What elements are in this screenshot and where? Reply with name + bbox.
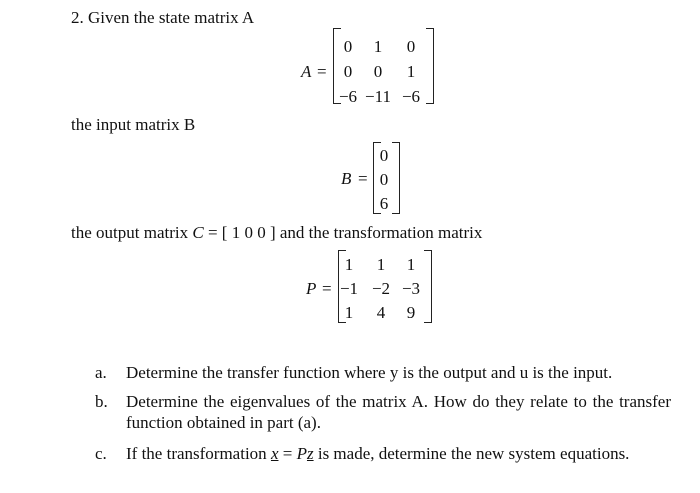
matrix-a-cell: 0: [343, 37, 353, 56]
matrix-a-cell: 0: [373, 62, 383, 81]
output-matrix-label: C: [192, 223, 204, 242]
matrix-a-cell: −6: [401, 87, 421, 106]
matrix-b-cell: 6: [379, 194, 389, 213]
matrix-b-cell: 0: [379, 170, 389, 189]
matrix-p-cell: 1: [344, 303, 354, 322]
output-matrix-value: [ 1 0 0 ]: [221, 223, 276, 242]
matrix-p-cell: 4: [376, 303, 386, 322]
part-b-marker: b.: [95, 392, 108, 411]
part-a-marker: a.: [95, 363, 107, 382]
part-c-var-p: P: [296, 444, 307, 463]
part-c-marker: c.: [95, 444, 107, 463]
matrix-p-cell: −1: [339, 279, 359, 298]
part-c-var-x: x: [270, 444, 279, 463]
part-c-text-before: If the transformation: [126, 444, 267, 463]
output-intro-suffix: and the transformation matrix: [279, 223, 483, 242]
matrix-a-cell: 0: [406, 37, 416, 56]
part-a: [95, 362, 675, 386]
output-matrix-text: [71, 224, 482, 241]
matrix-p-cell: −3: [401, 279, 421, 298]
matrix-p-cell: 1: [344, 255, 354, 274]
matrix-p-equals: =: [322, 279, 332, 298]
part-c: [95, 443, 675, 467]
matrix-b-equals: =: [358, 169, 368, 188]
part-b: [95, 391, 675, 439]
part-a-text: Determine the transfer function where y is the output and u is the input.: [126, 363, 613, 382]
matrix-p-cell: 9: [406, 303, 416, 322]
matrix-a-cell: 1: [373, 37, 383, 56]
matrix-a-right-bracket: [426, 28, 434, 104]
part-c-text: [126, 443, 671, 465]
output-intro-prefix: the output matrix: [71, 223, 189, 242]
matrix-a-cell: −6: [338, 87, 358, 106]
matrix-a-equals: =: [317, 62, 327, 81]
matrix-a-cell: −11: [365, 87, 391, 106]
output-matrix-equals: =: [207, 223, 218, 242]
matrix-b-cell: 0: [379, 146, 389, 165]
input-matrix-text: the input matrix B: [71, 115, 196, 134]
matrix-a-cell: 0: [343, 62, 353, 81]
part-c-text-after: is made, determine the new system equations.: [317, 444, 630, 463]
matrix-p-cell: 1: [406, 255, 416, 274]
matrix-p-cell: 1: [376, 255, 386, 274]
matrix-p-cell: −2: [371, 279, 391, 298]
matrix-p-label: P: [306, 279, 317, 298]
matrix-a-label: A: [301, 62, 312, 81]
question-heading: 2. Given the state matrix A: [71, 8, 255, 27]
part-c-eq: =: [282, 444, 293, 463]
part-b-text: Determine the eigenvalues of the matrix A. How do they relate to the transfer function obtained in part (a).: [126, 392, 671, 433]
matrix-a-cell: 1: [406, 62, 416, 81]
matrix-b-label: B: [341, 169, 352, 188]
part-c-var-z: z: [306, 444, 314, 463]
